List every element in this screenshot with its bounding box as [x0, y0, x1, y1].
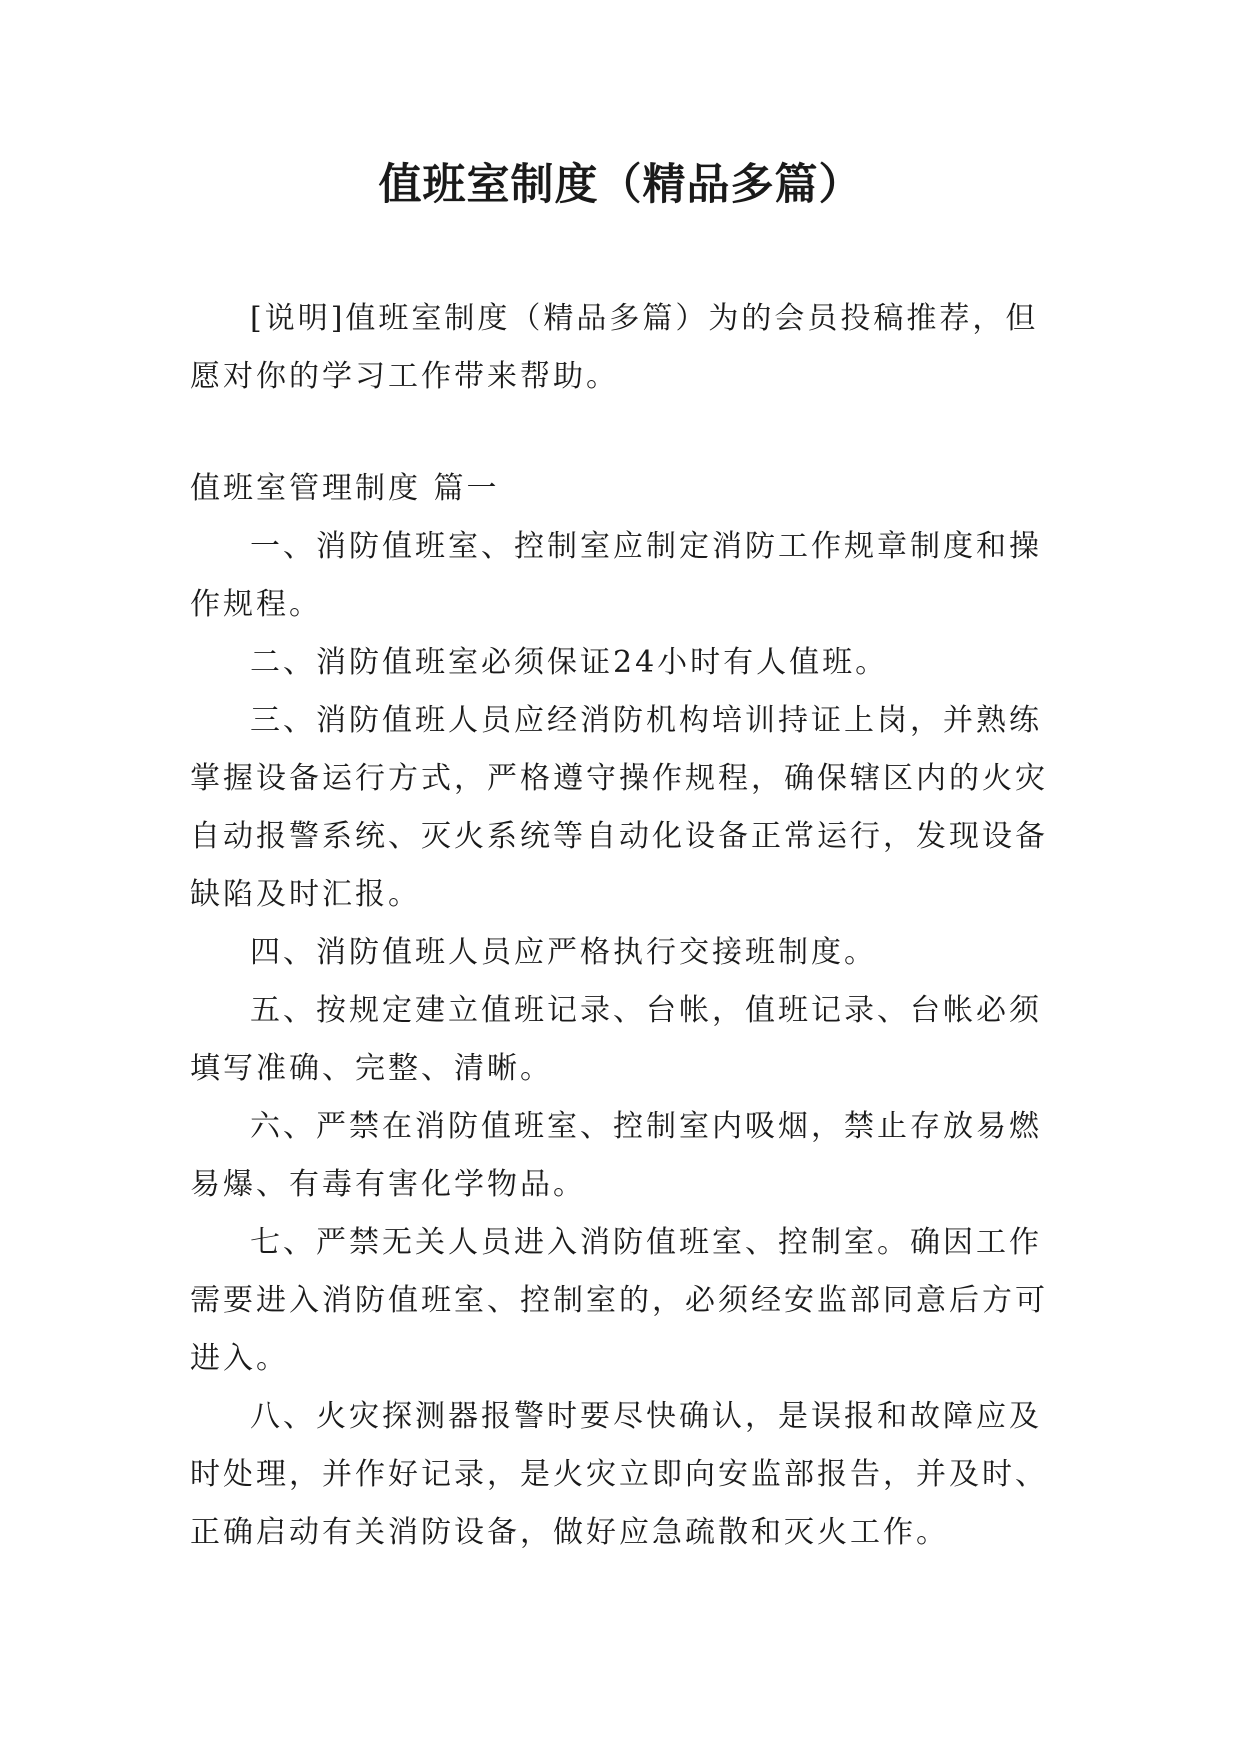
paragraph-8: 八、火灾探测器报警时要尽快确认，是误报和故障应及时处理，并作好记录，是火灾立即向安监部报告，并及时、正确启动有关消防设备，做好应急疏散和灭火工作。 [190, 1399, 1048, 1550]
paragraph-3: 三、消防值班人员应经消防机构培训持证上岗，并熟练掌握设备运行方式，严格遵守操作规程，确保辖区内的火灾自动报警系统、灭火系统等自动化设备正常运行，发现设备缺陷及时汇报。 [190, 703, 1048, 912]
section-heading: 值班室管理制度 篇一 [190, 471, 500, 506]
intro-block [190, 290, 1050, 406]
paragraph-5: 五、按规定建立值班记录、台帐，值班记录、台帐必须填写准确、完整、清晰。 [190, 993, 1042, 1086]
intro-paragraph: [说明]值班室制度（精品多篇）为的会员投稿推荐，但愿对你的学习工作带来帮助。 [190, 301, 1039, 394]
paragraph-7: 七、严禁无关人员进入消防值班室、控制室。确因工作需要进入消防值班室、控制室的，必须经安监部同意后方可进入。 [190, 1225, 1048, 1376]
paragraph-2: 二、消防值班室必须保证24小时有人值班。 [250, 645, 889, 680]
document-title: 值班室制度（精品多篇） [378, 160, 863, 210]
paragraph-1: 一、消防值班室、控制室应制定消防工作规章制度和操作规程。 [190, 529, 1042, 622]
section-content [190, 460, 1050, 1562]
paragraph-4: 四、消防值班人员应严格执行交接班制度。 [250, 935, 877, 970]
paragraph-6: 六、严禁在消防值班室、控制室内吸烟，禁止存放易燃易爆、有毒有害化学物品。 [190, 1109, 1042, 1202]
